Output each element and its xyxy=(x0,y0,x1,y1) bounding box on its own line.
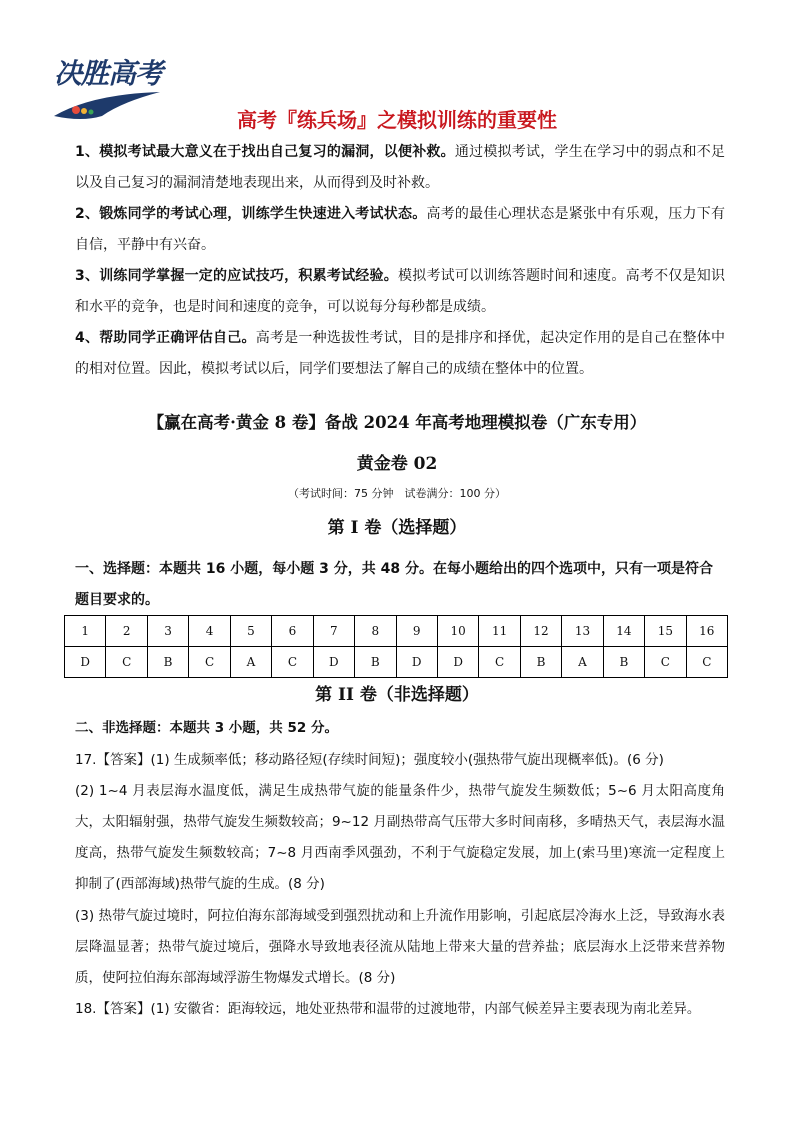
answer-cell: C xyxy=(106,647,147,678)
question-number-cell: 15 xyxy=(645,616,686,647)
question-number-cell: 4 xyxy=(189,616,230,647)
question-number-cell: 2 xyxy=(106,616,147,647)
question-number-cell: 6 xyxy=(272,616,313,647)
intro-item-1 xyxy=(75,137,725,199)
exam-meta: （考试时间：75 分钟 试卷满分：100 分） xyxy=(288,487,506,500)
answer-cell: C xyxy=(189,647,230,678)
answer-cell: D xyxy=(437,647,478,678)
answer-cell: B xyxy=(147,647,188,678)
answer-cell: C xyxy=(272,647,313,678)
answer-cell: A xyxy=(562,647,603,678)
logo-text: 决胜高考 xyxy=(54,57,163,90)
intro-item-4 xyxy=(75,323,725,385)
part1-instruction: 一、选择题：本题共 16 小题，每小题 3 分，共 48 分。在每小题给出的四个选项中，只有一项是符合题目要求的。 xyxy=(75,561,713,608)
question-number-cell: 10 xyxy=(437,616,478,647)
question-number-cell: 16 xyxy=(686,616,727,647)
question-number-cell: 8 xyxy=(355,616,396,647)
answer-cell: B xyxy=(355,647,396,678)
question-number-cell: 7 xyxy=(313,616,354,647)
part1-title: 第 I 卷（选择题） xyxy=(327,518,467,538)
intro-item-4-bold: 4、帮助同学正确评估自己。 xyxy=(75,330,256,346)
answer-cell: C xyxy=(479,647,520,678)
answer-cell: A xyxy=(230,647,271,678)
question-number-cell: 13 xyxy=(562,616,603,647)
answer-cell: D xyxy=(313,647,354,678)
question-number-cell: 3 xyxy=(147,616,188,647)
answer-cell: C xyxy=(686,647,727,678)
banner-title: 高考『练兵场』之模拟训练的重要性 xyxy=(237,108,557,132)
question-number-cell: 14 xyxy=(603,616,644,647)
intro-item-3-bold: 3、训练同学掌握一定的应试技巧，积累考试经验。 xyxy=(75,268,398,284)
answer-cell: D xyxy=(396,647,437,678)
part2-instruction: 二、非选择题：本题共 3 小题，共 52 分。 xyxy=(75,720,338,736)
intro-item-1-text: 通过模拟考试，学生在学习中的弱点和不足以及自己复习的漏洞清楚地表现出来，从而得到及时补救。 xyxy=(75,144,725,191)
answer-table-answer-row xyxy=(65,647,728,678)
answer-table-number-row xyxy=(65,616,728,647)
q18-answer-1: 18.【答案】(1) 安徽省：距海较远，地处亚热带和温带的过渡地带，内部气候差异主要表现为南北差异。 xyxy=(75,1001,701,1017)
part2-title: 第 II 卷（非选择题） xyxy=(315,685,479,705)
intro-item-3 xyxy=(75,261,725,323)
intro-item-1-bold: 1、模拟考试最大意义在于找出自己复习的漏洞，以便补救。 xyxy=(75,144,455,160)
answer-cell: D xyxy=(65,647,106,678)
q17-answer-3: (3) 热带气旋过境时，阿拉伯海东部海域受到强烈扰动和上升流作用影响，引起底层冷海水上泛，导致海水表层降温显著；热带气旋过境后，强降水导致地表径流从陆地上带来大量的营养盐；底层海水上泛带来营养物质，使阿拉伯海东部海域浮游生物爆发式增长。(8 分) xyxy=(75,908,725,986)
intro-item-3-text: 模拟考试可以训练答题时间和速度。高考不仅是知识和水平的竞争，也是时间和速度的竞争，可以说每分每秒都是成绩。 xyxy=(75,268,725,315)
intro-item-2 xyxy=(75,199,725,261)
q17-answer-1: 17.【答案】(1) 生成频率低；移动路径短(存续时间短)；强度较小(强热带气旋出现概率低)。(6 分) xyxy=(75,752,664,768)
answer-cell: B xyxy=(603,647,644,678)
answer-cell: C xyxy=(645,647,686,678)
question-number-cell: 9 xyxy=(396,616,437,647)
intro-item-2-text: 高考的最佳心理状态是紧张中有乐观，压力下有自信，平静中有兴奋。 xyxy=(75,206,725,253)
question-number-cell: 12 xyxy=(520,616,561,647)
q17-answer-2: (2) 1~4 月表层海水温度低，满足生成热带气旋的能量条件少，热带气旋发生频数低；5~6 月太阳高度角大，太阳辐射强，热带气旋发生频数较高；9~12 月副热带高气压带大多时间南移，多晴热天气，表层海水温度高，热带气旋发生频数较高；7~8 月西南季风强劲，不利于气旋稳定发展，加上(索马里)寒流一定程度上抑制了(西部海域)热带气旋的生成。(8 分) xyxy=(75,783,725,892)
question-number-cell: 1 xyxy=(65,616,106,647)
answer-table xyxy=(64,615,728,678)
intro-item-4-text: 高考是一种选拔性考试，目的是排序和择优，起决定作用的是自己在整体中的相对位置。因此，模拟考试以后，同学们要想法了解自己的成绩在整体中的位置。 xyxy=(75,330,725,377)
question-number-cell: 5 xyxy=(230,616,271,647)
answer-cell: B xyxy=(520,647,561,678)
document-title: 【赢在高考·黄金 8 卷】备战 2024 年高考地理模拟卷（广东专用） xyxy=(147,413,647,432)
document-subtitle: 黄金卷 02 xyxy=(356,454,438,474)
intro-item-2-bold: 2、锻炼同学的考试心理，训练学生快速进入考试状态。 xyxy=(75,206,427,222)
question-number-cell: 11 xyxy=(479,616,520,647)
